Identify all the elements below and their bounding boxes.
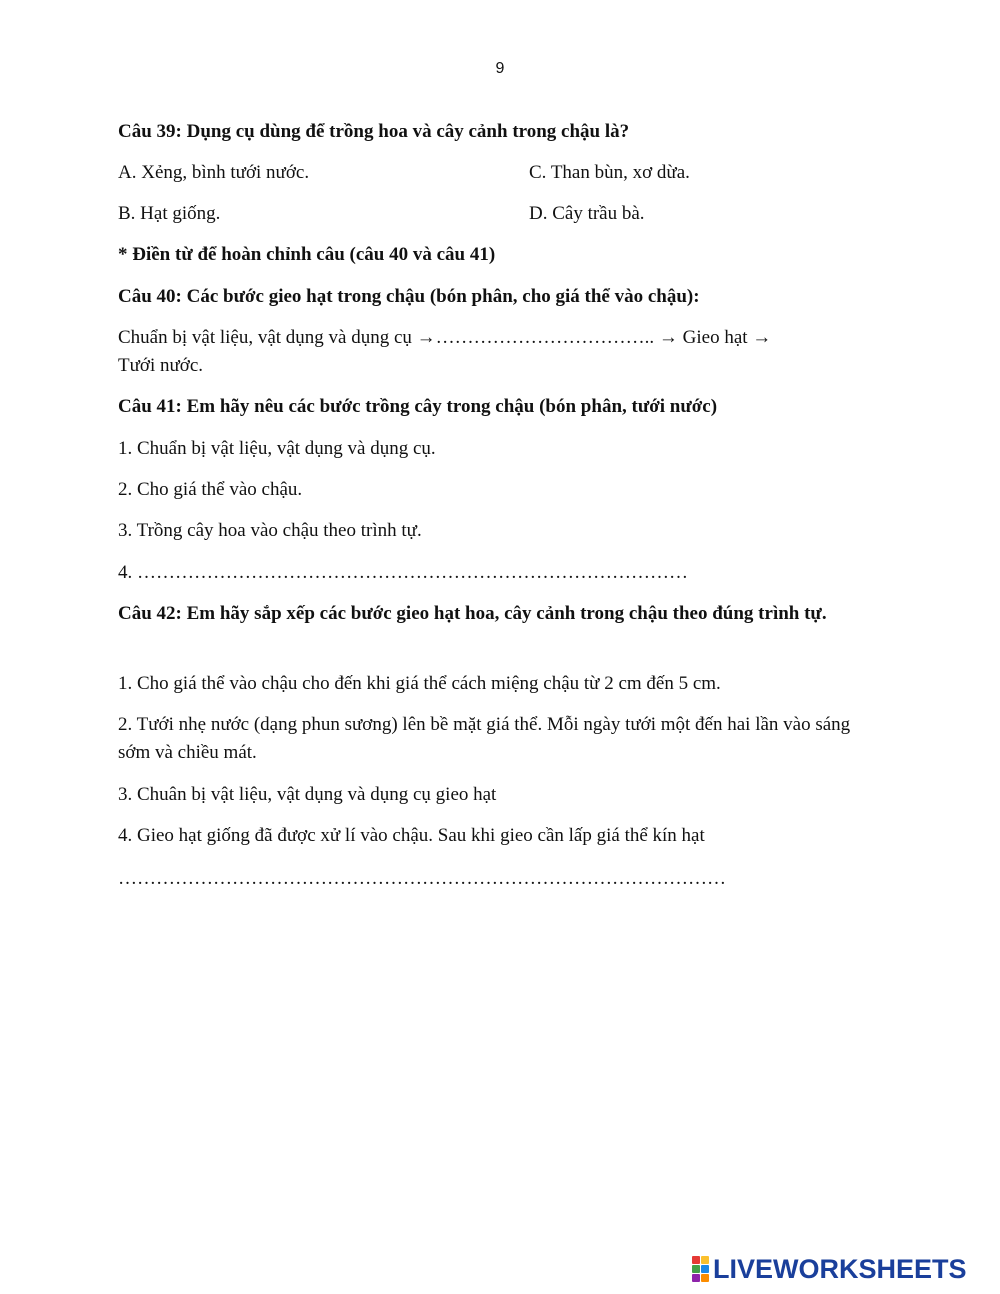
question-39-title: Câu 39: Dụng cụ dùng để trồng hoa và cây cảnh trong chậu là?	[118, 121, 630, 142]
logo-tile	[692, 1265, 700, 1273]
question-42-title: Câu 42: Em hãy sắp xếp các bước gieo hạt hoa, cây cảnh trong chậu theo đúng trình tự.	[118, 603, 827, 624]
q42-step: 1. Cho giá thể vào chậu cho đến khi giá thể cách miệng chậu từ 2 cm đến 5 cm.	[118, 673, 721, 694]
page-number: 9	[495, 60, 505, 77]
q41-step: 2. Cho giá thể vào chậu.	[118, 479, 303, 500]
q39-option-c: C. Than bùn, xơ dừa.	[529, 162, 690, 183]
q42-step: 4. Gieo hạt giống đã được xử lí vào chậu. Sau khi gieo cần lấp giá thể kín hạt	[118, 825, 705, 846]
liveworksheets-logo	[692, 1254, 967, 1284]
q41-answer-blank: 4. ……………………………………………………………………………	[118, 562, 688, 583]
question-41-title: Câu 41: Em hãy nêu các bước trồng cây trong chậu (bón phân, tưới nước)	[118, 396, 718, 417]
q40-sequence-end: Tưới nước.	[118, 355, 204, 376]
q39-option-b: B. Hạt giống.	[118, 203, 221, 224]
logo-tile	[692, 1274, 700, 1282]
q39-option-a: A. Xẻng, bình tưới nước.	[118, 162, 310, 183]
logo-grid-icon	[692, 1256, 709, 1282]
q41-step: 3. Trồng cây hoa vào chậu theo trình tự.	[118, 520, 422, 541]
fill-instruction: * Điền từ để hoàn chỉnh câu (câu 40 và câu 41)	[118, 244, 496, 265]
q42-step: 3. Chuân bị vật liệu, vật dụng và dụng cụ gieo hạt	[118, 784, 497, 805]
q42-step: 2. Tưới nhẹ nước (dạng phun sương) lên bề mặt giá thể. Mỗi ngày tưới một đến hai lần vào sáng sớm và chiều mát.	[118, 714, 851, 763]
logo-tile	[701, 1256, 709, 1264]
q41-step: 1. Chuẩn bị vật liệu, vật dụng và dụng cụ.	[118, 438, 436, 459]
logo-tile	[692, 1256, 700, 1264]
q39-option-d: D. Cây trầu bà.	[529, 203, 645, 224]
logo-text: LIVEWORKSHEETS	[713, 1253, 967, 1284]
q42-answer-blank: ……………………………………………………………………………………	[118, 868, 726, 889]
question-40-title: Câu 40: Các bước gieo hạt trong chậu (bón phân, cho giá thể vào chậu):	[118, 286, 700, 307]
logo-tile	[701, 1274, 709, 1282]
q40-sequence-line: Chuẩn bị vật liệu, vật dụng và dụng cụ →…………………………….. → Gieo hạt →	[118, 327, 772, 348]
logo-tile	[701, 1265, 709, 1273]
